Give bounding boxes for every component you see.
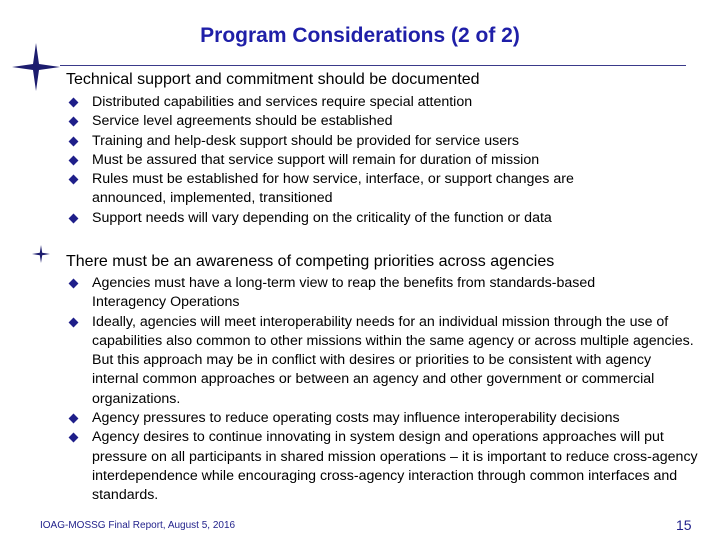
- list-item: Rules must be established for how service, interface, or support changes are announced, implemented, transitioned: [64, 170, 698, 209]
- diamond-bullet-icon: [69, 279, 79, 289]
- diamond-bullet-icon: [69, 433, 79, 443]
- diamond-bullet-icon: [69, 213, 79, 223]
- slide-title: Program Considerations (2 of 2): [200, 24, 520, 47]
- diamond-bullet-icon: [69, 117, 79, 127]
- list-item: Ideally, agencies will meet interoperability needs for an individual mission through the use of capabilities also common to other missions within the same agency or across multiple agencies. But this approach may be in conflict with desires or priorities to be consistent with agency internal common approaches or between an agency and other government or commercial organizations.: [64, 313, 698, 409]
- list-item: Distributed capabilities and services require special attention: [64, 93, 698, 112]
- list-item: Training and help-desk support should be provided for service users: [64, 132, 698, 151]
- star-bullet-icon: [32, 245, 50, 263]
- list-item: Agencies must have a long-term view to reap the benefits from standards-based Interagency Operations: [64, 274, 698, 313]
- list-item: Support needs will vary depending on the criticality of the function or data: [64, 209, 698, 228]
- competing-priorities-bullet-list: [64, 274, 698, 506]
- diamond-bullet-icon: [69, 136, 79, 146]
- section-heading-technical-support: Technical support and commitment should be documented: [66, 71, 480, 88]
- page-number: 15: [676, 517, 692, 533]
- title-divider: [60, 65, 686, 66]
- list-item: Service level agreements should be established: [64, 112, 698, 131]
- section-heading-competing-priorities: There must be an awareness of competing priorities across agencies: [66, 253, 555, 270]
- diamond-bullet-icon: [69, 155, 79, 165]
- list-item: Must be assured that service support will remain for duration of mission: [64, 151, 698, 170]
- large-star-icon: [12, 43, 60, 91]
- footer-text: IOAG-MOSSG Final Report, August 5, 2016: [40, 520, 236, 531]
- technical-support-bullet-list: [64, 93, 698, 228]
- list-item: Agency desires to continue innovating in system design and operations approaches will put pressure on all participants in shared mission operations – it is important to reduce cross-agency interdependence while encouraging cross-agency interaction through common interfaces and standards.: [64, 428, 698, 505]
- diamond-bullet-icon: [69, 98, 79, 108]
- diamond-bullet-icon: [69, 317, 79, 327]
- diamond-bullet-icon: [69, 175, 79, 185]
- list-item: Agency pressures to reduce operating costs may influence interoperability decisions: [64, 409, 698, 428]
- diamond-bullet-icon: [69, 414, 79, 424]
